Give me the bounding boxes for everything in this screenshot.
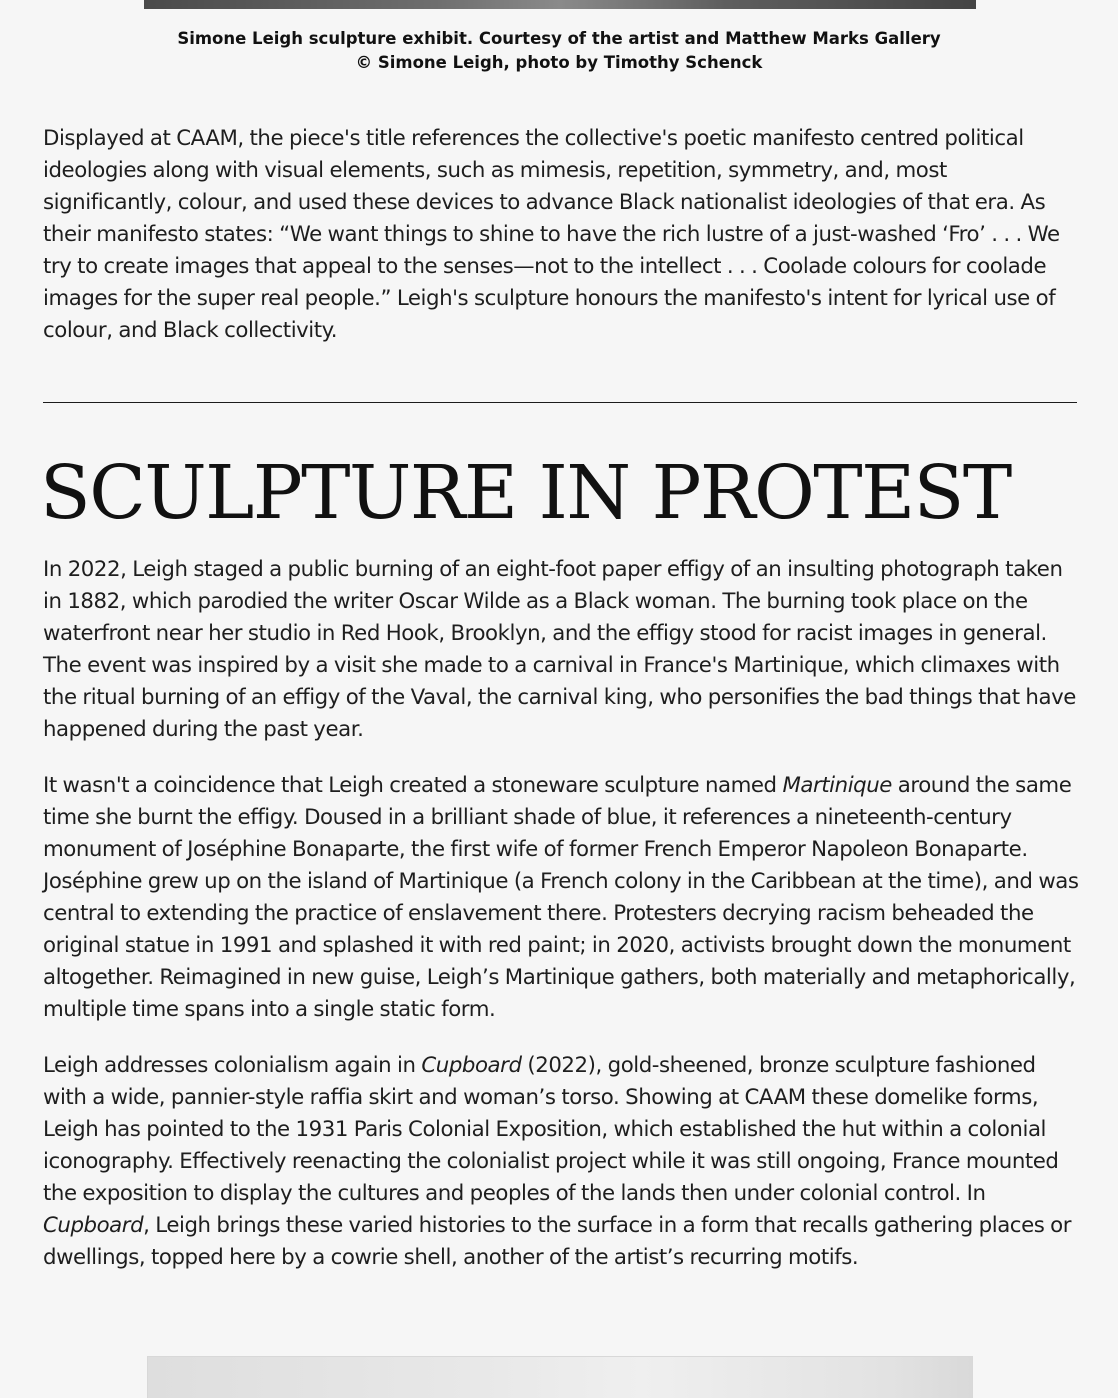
section-title: SCULPTURE IN PROTEST (40, 450, 1011, 536)
paragraph-1: In 2022, Leigh staged a public burning of an eight-foot paper effigy of an insulting photograph taken in 1882, which parodied the writer Oscar Wilde as a Black woman. The burning took place on the waterfront near her studio in Red Hook, Brooklyn, and the effigy stood for racist images in general. The event was inspired by a visit she made to a carnival in France's Martinique, which climaxes with the ritual burning of an effigy of the Vaval, the carnival king, who personifies the bad things that have happened during the past year. (43, 557, 1076, 742)
caption-line-2: © Simone Leigh, photo by Timothy Schenck (355, 53, 763, 72)
paragraph-3-text-start: Leigh addresses colonialism again in (43, 1053, 422, 1078)
paragraph-2-text-start: It wasn't a coincidence that Leigh created a stoneware sculpture named (43, 773, 783, 798)
exhibit-photo-bottom (147, 1356, 973, 1398)
artwork-title-martinique: Martinique (782, 773, 892, 798)
paragraph-2-block (43, 770, 1079, 1026)
intro-paragraph: Displayed at CAAM, the piece's title references the collective's poetic manifesto centred political ideologies along with visual elements, such as mimesis, repetition, symmetry, and, most significantly, colour, and used these devices to advance Black nationalist ideologies of that era. As their manifesto states: “We want things to shine to have the rich lustre of a just-washed ‘Fro’ . . . We try to create images that appeal to the senses—not to the intellect . . . Coolade colours for coolade images for the super real people.” Leigh's sculpture honours the manifesto's intent for lyrical use of colour, and Black collectivity. (43, 126, 1060, 343)
paragraph-3 (43, 1050, 1079, 1274)
paragraph-1-block (43, 554, 1079, 746)
artwork-title-cupboard: Cupboard (421, 1053, 522, 1078)
intro-section (43, 123, 1079, 347)
paragraph-3-text-end: , Leigh brings these varied histories to the surface in a form that recalls gathering places or dwellings, topped here by a cowrie shell, another of the artist’s recurring motifs. (43, 1213, 1072, 1270)
caption-line-1: Simone Leigh sculpture exhibit. Courtesy of the artist and Matthew Marks Gallery (177, 29, 941, 48)
paragraph-3-text-middle: (2022), gold-sheened, bronze sculpture fashioned with a wide, pannier-style raffia skirt and woman’s torso. Showing at CAAM these domelike forms, Leigh has pointed to the 1931 Paris Colonial Exposition, which established the hut within a colonial iconography. Effectively reenacting the colonialist project while it was still ongoing, France mounted the exposition to display the cultures and peoples of the lands then under colonial control. In (43, 1053, 1059, 1206)
artwork-title-cupboard-2: Cupboard (43, 1213, 144, 1238)
image-caption (0, 27, 1118, 75)
section-divider (43, 402, 1077, 403)
paragraph-2-text-end: around the same time she burnt the effigy. Doused in a brilliant shade of blue, it references a nineteenth-century monument of Joséphine Bonaparte, the first wife of former French Emperor Napoleon Bonaparte. Joséphine grew up on the island of Martinique (a French colony in the Caribbean at the time), and was central to extending the practice of enslavement there. Protesters decrying racism beheaded the original statue in 1991 and splashed it with red paint; in 2020, activists brought down the monument altogether. Reimagined in new guise, Leigh’s Martinique gathers, both materially and metaphorically, multiple time spans into a single static form. (43, 773, 1079, 1022)
exhibit-photo-top (144, 0, 976, 9)
paragraph-3-block (43, 1050, 1079, 1274)
paragraph-2 (43, 770, 1079, 1026)
